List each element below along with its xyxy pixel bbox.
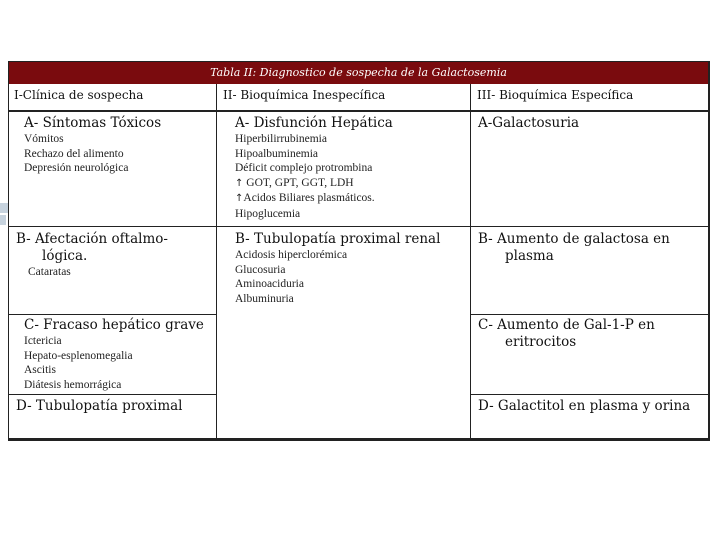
list-item: Déficit complejo protrombina — [235, 162, 373, 174]
especifica-section-b — [478, 231, 670, 265]
row-divider — [9, 226, 216, 227]
section-heading: B- Afectación oftalmo- — [16, 231, 168, 247]
list-item: Cataratas — [28, 266, 71, 278]
list-item: Hepato-esplenomegalia — [24, 349, 133, 362]
column-header-clinica: I-Clínica de sospecha — [14, 88, 144, 102]
section-heading: A- Disfunción Hepática — [235, 115, 393, 131]
inespecifica-section-b — [235, 231, 440, 306]
list-item: Aminoaciduria — [235, 278, 304, 290]
list-item: Hipoglucemia — [235, 207, 301, 220]
list-item: Ascitis — [24, 364, 56, 376]
section-heading: C- Aumento de Gal-1-P en — [478, 317, 655, 333]
list-item: Rechazo del alimento — [24, 147, 124, 160]
column-divider — [216, 84, 217, 438]
column-header-inespecifica: II- Bioquímica Inespecífica — [223, 88, 386, 102]
list-item: ↑ GOT, GPT, GGT, LDH — [235, 176, 354, 189]
row-divider — [9, 314, 216, 315]
up-arrow-icon: ↑ — [235, 177, 244, 189]
section-heading-continuation: eritrocitos — [505, 334, 577, 350]
clinica-section-b — [16, 231, 168, 280]
list-item: Glucosuria — [235, 263, 286, 276]
list-item: Hipoalbuminemia — [235, 147, 319, 160]
table-title: Tabla II: Diagnostico de sospecha de la Galactosemia — [9, 62, 708, 84]
section-heading: A-Galactosuria — [478, 115, 580, 131]
clinica-section-a — [24, 115, 161, 176]
galactosemia-table — [8, 61, 710, 441]
section-heading: A- Síntomas Tóxicos — [24, 115, 162, 131]
list-item: Vómitos — [24, 133, 64, 145]
up-arrow-icon: ↑ — [235, 193, 244, 204]
list-item: ↑Acidos Biliares plasmáticos. — [235, 192, 375, 204]
especifica-section-d — [478, 398, 690, 415]
list-item: Depresión neurológica — [24, 162, 129, 174]
section-heading-continuation: plasma — [505, 248, 554, 264]
section-heading: C- Fracaso hepático grave — [24, 317, 204, 333]
row-divider — [470, 314, 708, 315]
column-divider — [470, 84, 471, 438]
clinica-section-c — [24, 317, 204, 392]
section-heading-continuation: lógica. — [42, 248, 88, 264]
list-item: Diátesis hemorrágica — [24, 378, 122, 391]
list-item: Acidosis hiperclorémica — [235, 249, 348, 261]
row-divider — [470, 394, 708, 395]
section-heading: B- Aumento de galactosa en — [478, 231, 670, 247]
list-item: Albuminuria — [235, 292, 294, 305]
inespecifica-section-a — [235, 115, 393, 221]
especifica-section-a — [478, 115, 579, 132]
section-heading: D- Tubulopatía proximal — [16, 398, 183, 414]
row-divider — [216, 226, 708, 227]
section-heading: B- Tubulopatía proximal renal — [235, 231, 441, 247]
list-item: Hiperbilirrubinemia — [235, 133, 327, 145]
column-header-especifica: III- Bioquímica Específica — [477, 88, 634, 102]
especifica-section-c — [478, 317, 655, 351]
clinica-section-d — [16, 398, 183, 415]
list-item: Ictericia — [24, 335, 62, 347]
section-heading: D- Galactitol en plasma y orina — [478, 398, 691, 414]
row-divider — [9, 394, 216, 395]
